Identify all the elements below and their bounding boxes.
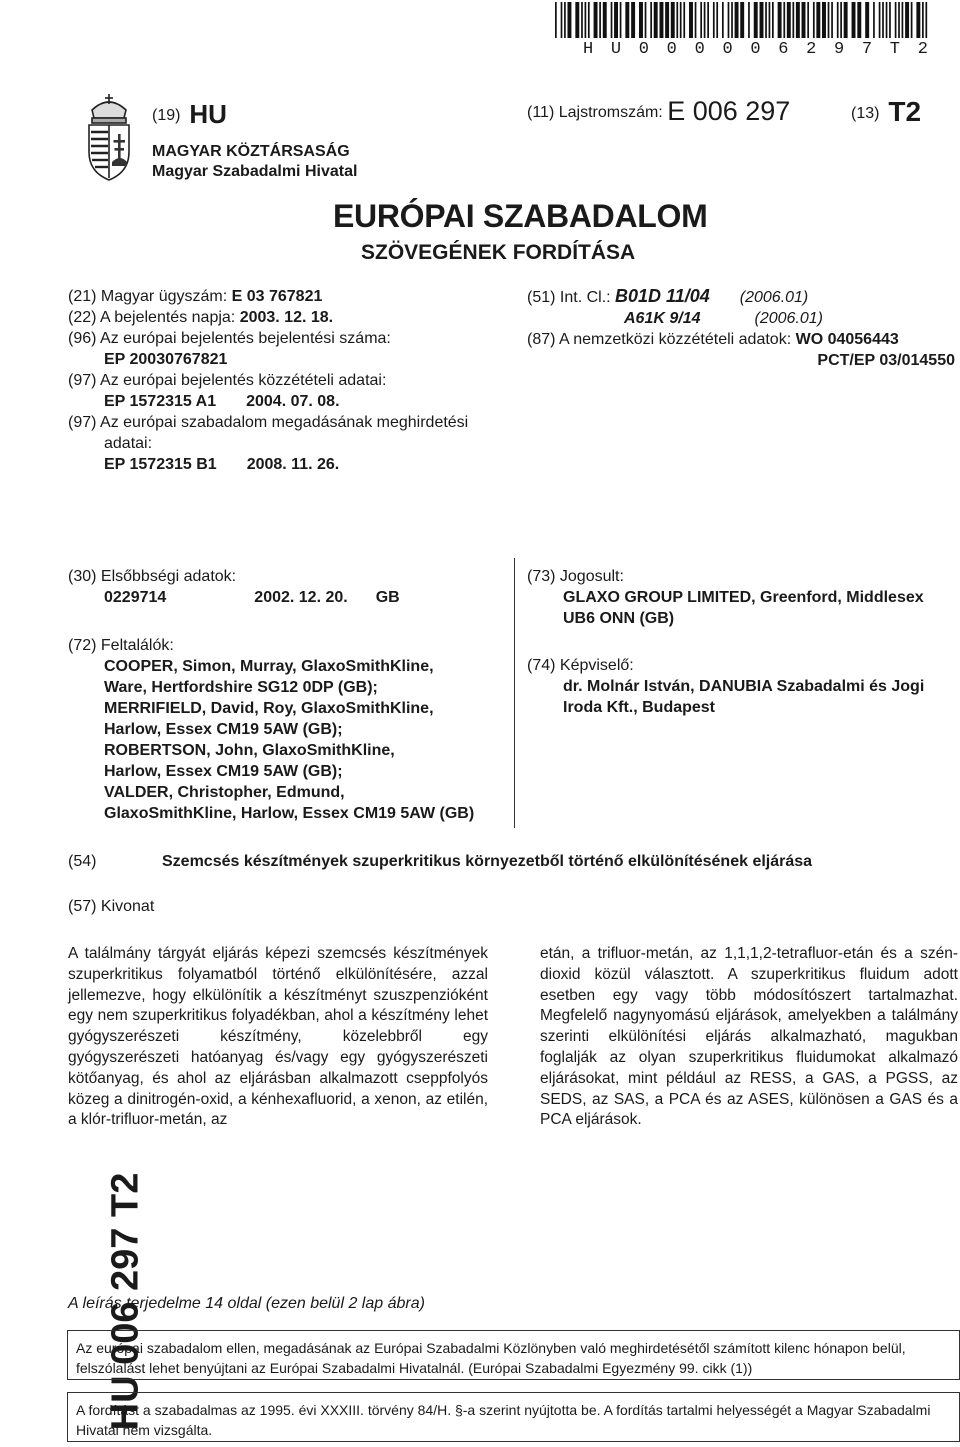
barcode-char: 2 [806,40,817,59]
document-subtitle: SZÖVEGÉNEK FORDÍTÁSA [361,241,636,264]
document-title: EURÓPAI SZABADALOM [333,198,708,234]
barcode-char: 0 [638,40,649,59]
country-name: MAGYAR KÖZTÁRSASÁG [152,143,350,160]
inventor-line: Harlow, Essex CM19 5AW (GB); [104,763,343,780]
office-name: Magyar Szabadalmi Hivatal [152,163,358,180]
barcode [553,2,931,38]
barcode-char: 0 [694,40,705,59]
kind-code-field: (13) T2 [851,96,922,127]
barcode-char: 0 [666,40,677,59]
inventor-lines [68,656,474,824]
abstract-column-2: etán, a trifluor-metán, az 1,1,1,2-tetrafluor-etán és a szén-dioxid közül választott. A szuperkritikus fluidum adott esetben egy vagy több módosítószert tartalmazhat. Megfelelő nagynyomású eljárások, amelyekben a találmány szerinti elkülönítési eljárás alkalmazható, magukban foglalják az olyan szuperkritikus fluidumokat alkalmazó eljárásokat, mint például az RESS, a GAS, a PGSS, az SEDS, az SAS, a PCA és az ASES, különösen a GAS és a PCA eljárások. [540,945,958,1129]
hungarian-coat-of-arms-icon [80,92,138,182]
priority-section: (30) Elsőbbségi adatok: 0229714 2002. 12. 20. GB [68,568,400,606]
inventors-section: (72) Feltalálók: COOPER, Simon, Murray, GlaxoSmithKline, Ware, Hertfordshire SG12 0DP (GB); MERRIFIELD, David, Roy, GlaxoSmithKline, Harlow, Essex CM19 5AW (GB); ROBERTSON, John, GlaxoSmithKline, Harlow, Essex CM19 5AW (GB); VALDER, Christopher, Edmund, GlaxoSmithKline, Harlow, Essex CM19 5AW (GB) [68,637,475,822]
abstract-label: (57) Kivonat [68,898,155,915]
invention-title: Szemcsés készítmények szuperkritikus környezetből történő elkülönítésének eljárása [162,853,813,870]
barcode-char: 6 [778,40,789,59]
barcode-char: H [583,40,594,59]
inventor-line: Harlow, Essex CM19 5AW (GB); [104,721,343,738]
attorney-section: (74) Képviselő: dr. Molnár István, DANUBIA Szabadalmi és Jogi Iroda Kft., Budapest [527,657,925,716]
inventor-line: ROBERTSON, John, GlaxoSmithKline, [104,742,395,759]
inventor-line: GlaxoSmithKline, Harlow, Essex CM19 5AW (GB) [104,805,475,822]
translation-notice: A fordítást a szabadalmas az 1995. évi XXXIII. törvény 84/H. §-a szerint nyújtotta be. A fordítás tartalmi helyességét a Magyar Szabadalmi Hivatal nem vizsgálta. [76,1402,931,1438]
owner-section: (73) Jogosult: GLAXO GROUP LIMITED, Greenford, Middlesex UB6 ONN (GB) [527,568,924,627]
left-bibliographic-data: (21) Magyar ügyszám: E 03 767821 (22) A bejelentés napja: 2003. 12. 18. (96) Az európai bejelentés bejelentési száma: EP 20030767821 (97) Az európai bejelentés közzétételi adatai: EP 1572315 A1 2004. 07. 08. (97) Az európai szabadalom megadásának meghirdetési adatai: EP 1572315 B1 2008. 11. 26. [68,288,469,473]
inventor-line: Ware, Hertfordshire SG12 0DP (GB); [104,679,378,696]
registration-number-field: (11) Lajstromszám: E 006 297 [527,96,791,126]
inventor-line: COOPER, Simon, Murray, GlaxoSmithKline, [104,658,434,675]
barcode-char: U [610,40,622,59]
barcode-char: T [889,40,900,59]
translation-notice-box [67,1392,960,1442]
abstract-column-1: A találmány tárgyát eljárás képezi szemcsés készítmények szuperkritikus folyamatból történő elkülönítésére, azzal jellemezve, hogy elkülönítik a készítményt szuszpenzióként egy nem szuperkritikus folyadékban, ahol a készítmény lehet gyógyszerészeti készítmény, közelebbről egy gyógyszerészeti hatóanyag és/vagy egy gyógyszerészeti kötőanyag, és ahol az eljárásban alkalmazott cseppfolyós közeg a dinitrogén-oxid, a kénhexafluorid, a xenon, az etilén, a klór-trifluor-metán, az [68,945,488,1129]
column-divider [514,558,515,828]
side-publication-number: HU 006 297 T2 [104,1172,147,1431]
inventor-line: MERRIFIELD, David, Roy, GlaxoSmithKline, [104,700,434,717]
barcode-char: 0 [750,40,761,59]
opposition-notice-box [67,1330,960,1380]
right-bibliographic-data: (51) Int. Cl.: B01D 11/04 (2006.01) A61K 9/14 (2006.01) (87) A nemzetközi közzétételi adatok: WO 04056443 PCT/EP 03/014550 [527,286,955,369]
opposition-notice: Az európai szabadalom ellen, megadásának az Európai Szabadalmi Közlönyben való meghirdetésétől számított kilenc hónapon belül, felszólalást lehet benyújtani az Európai Szabadalmi Hivatalnál. (Európai Szabadalmi Egyezmény 99. cikk (1)) [76,1340,906,1376]
barcode-text [583,40,928,59]
country-code-field: (19) HU [152,99,227,129]
barcode-char: 0 [722,40,733,59]
barcode-char: 7 [861,40,873,59]
barcode-char: 2 [917,40,928,59]
barcode-char: 9 [834,40,845,59]
inventor-line: VALDER, Christopher, Edmund, [104,784,345,801]
description-length-note: A leírás terjedelme 14 oldal (ezen belül 2 lap ábra) [68,1295,425,1312]
invention-code: (54) [68,853,97,870]
